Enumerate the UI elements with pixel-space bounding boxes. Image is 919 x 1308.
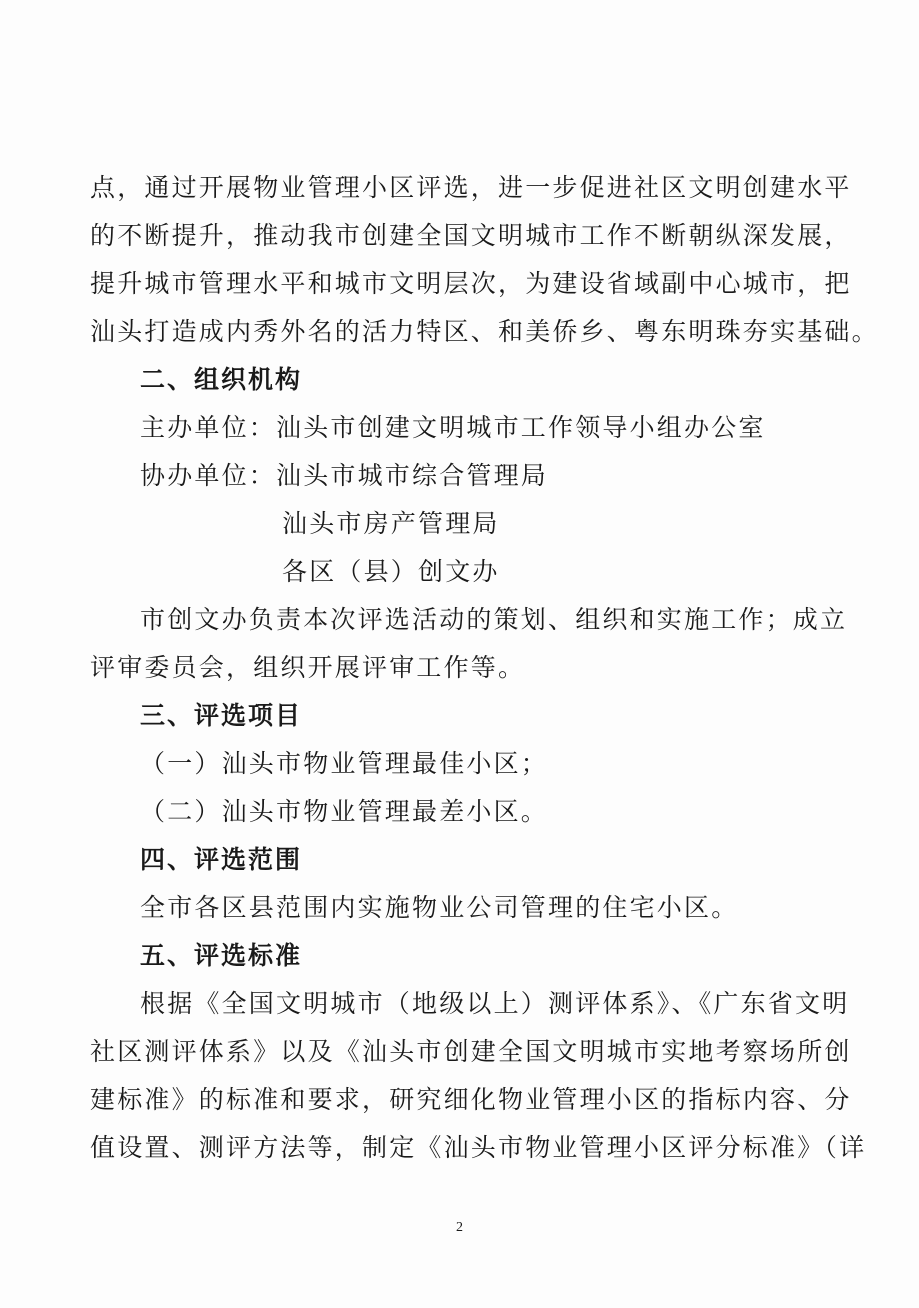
paragraph-1-line-4: 汕头打造成内秀外名的活力特区、和美侨乡、粤东明珠夯实基础。 (90, 317, 879, 346)
standard-line-1: 根据《全国文明城市（地级以上）测评体系》、《广东省文明 (140, 989, 850, 1018)
host-organization: 主办单位：汕头市创建文明城市工作领导小组办公室 (140, 413, 766, 442)
section-3-heading: 三、评选项目 (140, 701, 303, 730)
section-2-heading: 二、组织机构 (140, 365, 303, 394)
co-host-organization-2: 汕头市房产管理局 (282, 509, 500, 538)
section-5-heading: 五、评选标准 (140, 941, 303, 970)
standard-line-2: 社区测评体系》以及《汕头市创建全国文明城市实地考察场所创 (90, 1037, 852, 1066)
duty-line-2: 评审委员会，组织开展评审工作等。 (90, 653, 526, 682)
paragraph-1-line-1: 点，通过开展物业管理小区评选，进一步促进社区文明创建水平 (90, 173, 852, 202)
paragraph-1-line-3: 提升城市管理水平和城市文明层次，为建设省域副中心城市，把 (90, 269, 852, 298)
co-host-organization-3: 各区（县）创文办 (282, 557, 500, 586)
standard-line-4: 值设置、测评方法等，制定《汕头市物业管理小区评分标准》（详 (90, 1133, 867, 1162)
scope-text: 全市各区县范围内实施物业公司管理的住宅小区。 (140, 893, 739, 922)
duty-line-1: 市创文办负责本次评选活动的策划、组织和实施工作；成立 (140, 605, 848, 634)
page-number: 2 (456, 1220, 463, 1235)
paragraph-1-line-2: 的不断提升，推动我市创建全国文明城市工作不断朝纵深发展， (90, 221, 852, 250)
project-item-2: （二）汕头市物业管理最差小区。 (140, 797, 549, 826)
section-4-heading: 四、评选范围 (140, 845, 303, 874)
project-item-1: （一）汕头市物业管理最佳小区； (140, 749, 549, 778)
co-host-organization-1: 协办单位：汕头市城市综合管理局 (140, 461, 549, 490)
standard-line-3: 建标准》的标准和要求，研究细化物业管理小区的指标内容、分 (90, 1085, 852, 1114)
